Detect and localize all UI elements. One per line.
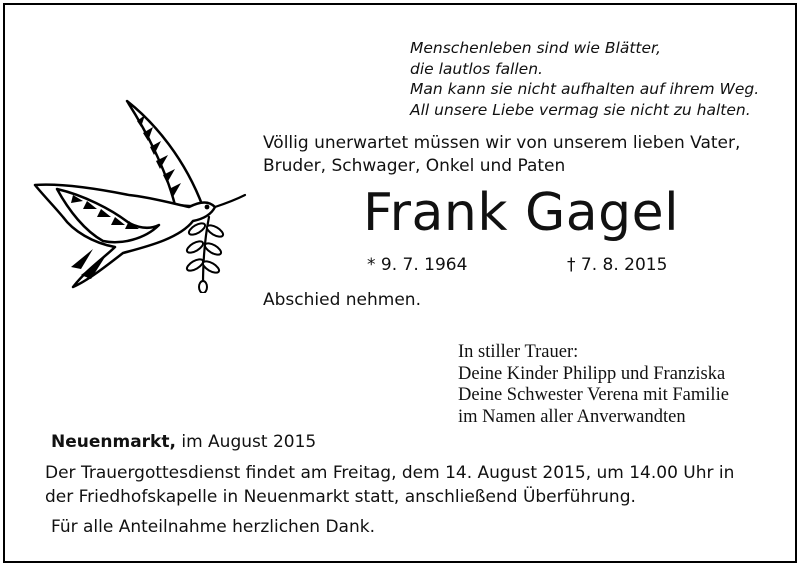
poem-line: Menschenleben sind wie Blätter, bbox=[410, 39, 661, 57]
poem-line: die lautlos fallen. bbox=[410, 59, 543, 78]
obituary-notice bbox=[3, 3, 797, 563]
service-info bbox=[45, 461, 734, 509]
deceased-name: Frank Gagel bbox=[363, 183, 680, 243]
intro-line: Völlig unerwartet müssen wir von unserem lieben Vater, bbox=[263, 133, 741, 153]
place-town: Neuenmarkt, bbox=[51, 432, 176, 452]
intro-line: Bruder, Schwager, Onkel und Paten bbox=[263, 156, 566, 176]
dove-with-olive-branch-icon bbox=[33, 97, 251, 293]
service-line: der Friedhofskapelle in Neuenmarkt statt, anschließend Überführung. bbox=[45, 487, 636, 507]
poem-line: Man kann sie nicht aufhalten auf ihrem Weg. bbox=[410, 80, 760, 98]
birth-date: * 9. 7. 1964 bbox=[367, 255, 468, 275]
thanks-text: Für alle Anteilnahme herzlichen Dank. bbox=[51, 517, 375, 537]
poem bbox=[410, 38, 759, 120]
mourners-line: Deine Schwester Verena mit Familie bbox=[458, 385, 729, 405]
poem-line: All unsere Liebe vermag sie nicht zu halten. bbox=[410, 100, 751, 119]
intro-text bbox=[263, 132, 740, 178]
service-line: Der Trauergottesdienst findet am Freitag, dem 14. August 2015, um 14.00 Uhr in bbox=[45, 463, 735, 483]
place-date bbox=[51, 432, 316, 452]
mourners-line: Deine Kinder Philipp und Franziska bbox=[458, 363, 726, 384]
death-date: † 7. 8. 2015 bbox=[567, 255, 668, 275]
place-month: im August 2015 bbox=[175, 432, 317, 452]
mourners-line: In stiller Trauer: bbox=[458, 342, 579, 362]
mourners-block bbox=[458, 342, 729, 428]
mourners-line: im Namen aller Anverwandten bbox=[458, 406, 686, 427]
farewell-text: Abschied nehmen. bbox=[263, 290, 421, 310]
